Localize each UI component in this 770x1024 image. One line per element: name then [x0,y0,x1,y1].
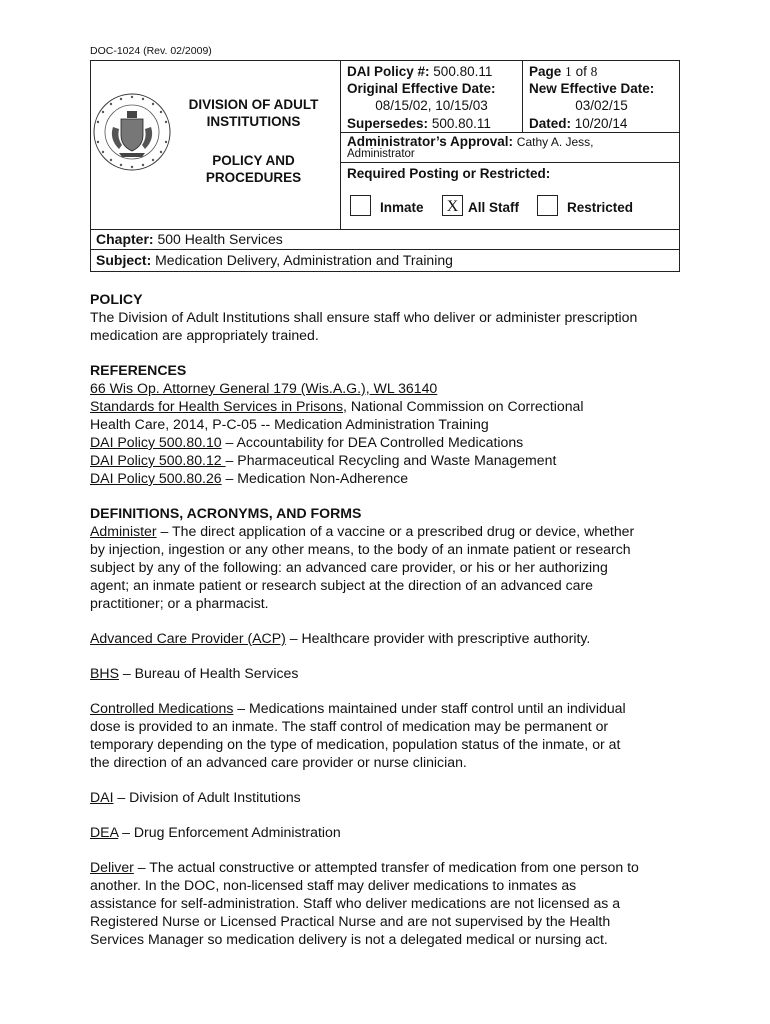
approval-title: Administrator [347,148,415,160]
reference-link[interactable]: DAI Policy 500.80.12 [90,452,226,468]
definition-dea: DEA – Drug Enforcement Administration [90,824,341,840]
required-posting-label: Required Posting or Restricted: [347,166,551,181]
inmate-label: Inmate [380,200,424,215]
original-effective-value: 08/15/02, 10/15/03 [375,98,488,113]
definition-line: practitioner; or a pharmacist. [90,595,269,611]
definition-line: subject by any of the following: an advanced care provider, or his or her authorizing [90,559,608,575]
reference-link[interactable]: DAI Policy 500.80.26 [90,470,222,486]
chapter: Chapter: 500 Health Services [96,231,283,247]
chapter-divider [91,249,679,250]
reference-item: DAI Policy 500.80.10 – Accountability for DEA Controlled Medications [90,434,524,450]
definition-line: another. In the DOC, non-licensed staff may deliver medications to inmates as [90,877,577,893]
policy-heading: POLICY [90,291,143,307]
policy-procedures-title: POLICY AND PROCEDURES [205,153,302,185]
supersedes: Supersedes: 500.80.11 [347,116,491,131]
new-effective-value: 03/02/15 [575,98,628,113]
all-staff-label: All Staff [468,200,520,215]
header-inner-divider [522,61,523,132]
definition-line: Registered Nurse or Licensed Practical Nurse and are not supervised by the Health [90,913,611,929]
definition-administer: Administer – The direct application of a vaccine or a prescribed drug or device, whether [90,523,635,539]
state-seal-icon [91,91,173,173]
definition-dai: DAI – Division of Adult Institutions [90,789,301,805]
form-number: DOC-1024 (Rev. 02/2009) [90,45,212,57]
administrator-approval: Administrator’s Approval: Cathy A. Jess, [347,134,594,149]
definition-acp: Advanced Care Provider (ACP) – Healthcare provider with prescriptive authority. [90,630,591,646]
definition-line: temporary depending on the type of medication, population status of the inmate, or at [90,736,621,752]
new-effective-label: New Effective Date: [529,81,655,96]
reference-item: DAI Policy 500.80.12 – Pharmaceutical Recycling and Waste Management [90,452,557,468]
definition-line: agent; an inmate patient or research subject at the direction of an advanced care [90,577,593,593]
page-number: Page 1 of 8 [529,64,598,79]
original-effective-label: Original Effective Date: [347,81,496,96]
reference-item: DAI Policy 500.80.26 – Medication Non-Adherence [90,470,409,486]
reference-link[interactable]: Standards for Health Services in Prisons [90,398,344,414]
division-title: DIVISION OF ADULT INSTITUTIONS [188,97,319,129]
header-divider [340,61,341,230]
restricted-label: Restricted [567,200,634,215]
subject: Subject: Medication Delivery, Administration and Training [96,252,453,268]
dated: Dated: 10/20/14 [529,116,628,131]
policy-body [90,290,690,948]
policy-text-line: The Division of Adult Institutions shall ensure staff who deliver or administer prescription [90,309,638,325]
definition-line: dose is provided to an inmate. The staff control of medication may be permanent or [90,718,609,734]
definition-line: by injection, ingestion or any other means, to the body of an inmate patient or research [90,541,631,557]
definition-line: assistance for self-administration. Staff who deliver medications are not licensed as a [90,895,621,911]
reference-item: Standards for Health Services in Prisons, National Commission on Correctional [90,398,584,414]
policy-header-table [90,60,680,230]
reference-item [90,379,690,397]
definition-line: the direction of an advanced care provider or nurse clinician. [90,754,467,770]
header-row-line-2 [340,162,680,163]
definition-bhs: BHS – Bureau of Health Services [90,665,299,681]
all-staff-check-mark: X [446,198,459,215]
policy-text-line: medication are appropriately trained. [90,327,319,343]
chapter-subject-box [90,229,680,272]
definition-line: Services Manager so medication delivery is not a delegated medical or nursing act. [90,931,608,947]
restricted-checkbox[interactable] [537,195,558,216]
dai-policy-number: DAI Policy #: 500.80.11 [347,64,493,79]
definitions-heading: DEFINITIONS, ACRONYMS, AND FORMS [90,505,362,521]
definition-deliver: Deliver – The actual constructive or attempted transfer of medication from one person to [90,859,639,875]
reference-link[interactable]: 66 Wis Op. Attorney General 179 (Wis.A.G.), WL 36140 [90,380,438,396]
references-heading: REFERENCES [90,362,187,378]
definition-controlled-medications: Controlled Medications – Medications maintained under staff control until an individual [90,700,626,716]
reference-link[interactable]: DAI Policy 500.80.10 [90,434,222,450]
reference-item-cont: Health Care, 2014, P-C-05 -- Medication Administration Training [90,416,489,432]
inmate-checkbox[interactable] [350,195,371,216]
